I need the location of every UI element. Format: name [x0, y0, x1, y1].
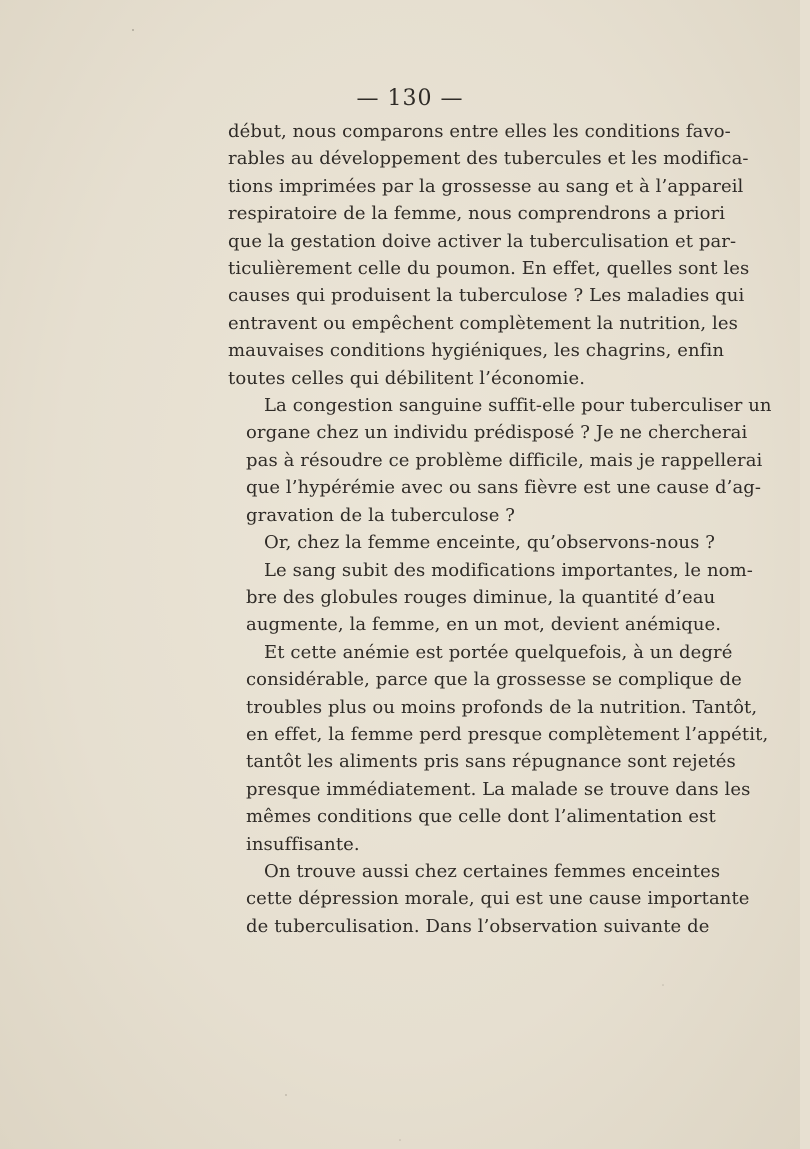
- text-line: gravation de la tuberculose ?: [246, 504, 516, 526]
- text-line: respiratoire de la femme, nous comprendrons a priori: [228, 203, 726, 225]
- paragraph: [228, 557, 753, 639]
- text-line: Le sang subit des modifications importantes, le nom-: [264, 559, 753, 581]
- text-line: Or, chez la femme enceinte, qu’observons-nous ?: [264, 532, 715, 554]
- text-line: que la gestation doive activer la tuberculisation et par-: [228, 230, 737, 252]
- text-line: troubles plus ou moins profonds de la nutrition. Tantôt,: [246, 696, 758, 718]
- text-line: augmente, la femme, en un mot, devient anémique.: [246, 614, 722, 636]
- text-line: ticulièrement celle du poumon. En effet, quelles sont les: [228, 258, 750, 280]
- text-line: considérable, parce que la grossesse se complique de: [246, 669, 742, 691]
- body-text: [228, 118, 772, 940]
- text-line: mauvaises conditions hygiéniques, les chagrins, enfin: [228, 340, 725, 362]
- text-line: mêmes conditions que celle dont l’alimentation est: [246, 806, 716, 828]
- text-line: de tuberculisation. Dans l’observation suivante de: [246, 915, 710, 937]
- text-line: début, nous comparons entre elles les conditions favo-: [228, 121, 731, 142]
- text-line: que l’hypérémie avec ou sans fièvre est une cause d’ag-: [246, 477, 762, 499]
- text-line: en effet, la femme perd presque complètement l’appétit,: [246, 723, 769, 745]
- text-line: tantôt les aliments pris sans répugnance sont rejetés: [246, 751, 736, 773]
- text-line: pas à résoudre ce problème difficile, mais je rappellerai: [246, 449, 763, 471]
- text-line: toutes celles qui débilitent l’économie.: [228, 367, 586, 389]
- text-line: causes qui produisent la tuberculose ? Les maladies qui: [228, 285, 745, 307]
- text-line: Et cette anémie est portée quelquefois, à un degré: [264, 641, 733, 663]
- text-line: presque immédiatement. La malade se trouve dans les: [246, 778, 751, 800]
- text-line: La congestion sanguine suffit-elle pour tuberculiser un: [264, 395, 772, 417]
- paragraph: [228, 529, 715, 556]
- text-line: entravent ou empêchent complètement la nutrition, les: [228, 312, 738, 334]
- page-number: — 130 —: [356, 86, 464, 111]
- text-line: On trouve aussi chez certaines femmes enceintes: [264, 860, 721, 882]
- paragraph: [228, 858, 750, 940]
- text-line: organe chez un individu prédisposé ? Je ne chercherai: [246, 422, 748, 444]
- paragraph: [228, 639, 769, 858]
- paragraph: [228, 118, 750, 392]
- paragraph: [228, 392, 772, 529]
- text-line: bre des globules rouges diminue, la quantité d’eau: [246, 586, 716, 608]
- text-line: rables au développement des tubercules et les modifica-: [228, 148, 749, 170]
- text-line: cette dépression morale, qui est une cause importante: [246, 888, 750, 910]
- text-line: insuffisante.: [246, 833, 360, 855]
- text-line: tions imprimées par la grossesse au sang et à l’appareil: [228, 175, 744, 197]
